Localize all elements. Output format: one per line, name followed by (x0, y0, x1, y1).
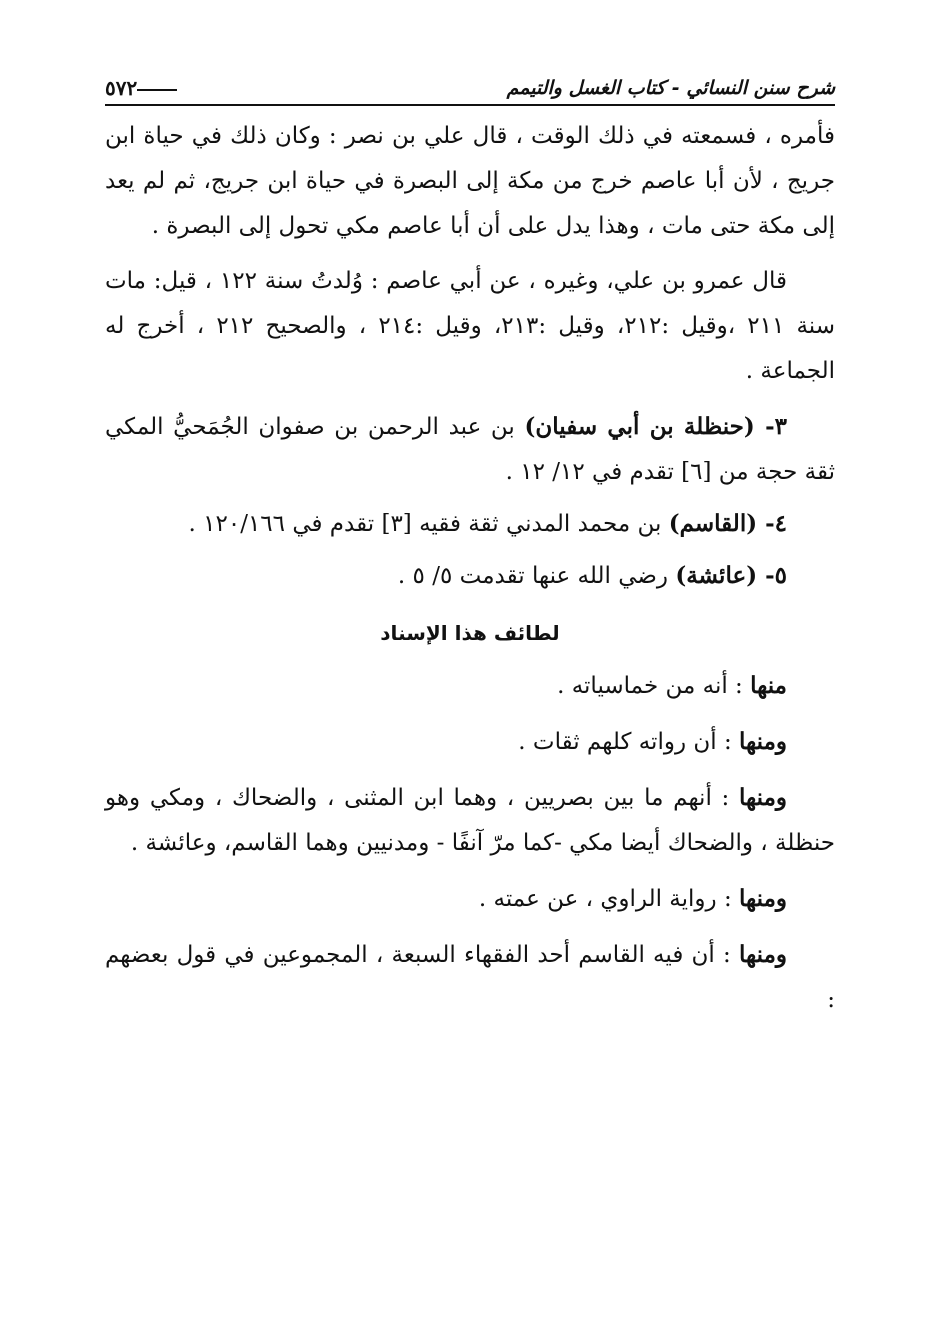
note-item (105, 719, 835, 765)
section-heading: لطائف هذا الإسناد (380, 621, 560, 645)
note-text: : أن رواته كلهم ثقات . (518, 729, 740, 755)
note-item (105, 775, 835, 866)
note-item (105, 663, 835, 709)
narrator-name: ٥- (عائشة) (675, 562, 787, 589)
narrator-item-5 (105, 553, 835, 599)
note-lead: ومنها (739, 885, 787, 912)
page-number-block (105, 76, 183, 100)
header-rule (137, 89, 177, 91)
narrator-details: بن محمد المدني ثقة فقيه [٣] تقدم في ١٢٠/١٦٦ . (188, 511, 669, 537)
note-text: : أنه من خماسياته . (557, 673, 751, 699)
note-lead: ومنها (739, 728, 787, 755)
note-lead: منها (750, 672, 787, 699)
running-title: شرح سنن النسائي - كتاب الغسل والتيمم (506, 77, 835, 99)
note-lead: ومنها (739, 784, 787, 811)
page-header (105, 60, 835, 106)
page (105, 60, 835, 1023)
narrator-name: ٤- (القاسم) (668, 510, 787, 537)
paragraph-continuation: فأمره ، فسمعته في ذلك الوقت ، قال علي بن نصر : وكان ذلك في حياة ابن جريج ، لأن أبا عاصم خرج من مكة إلى البصرة في حياة ابن جريج، ثم لم يعد إلى مكة حتى مات ، وهذا يدل على أن أبا عاصم مكي تحول إلى البصرة . (105, 123, 835, 239)
note-item (105, 932, 835, 1023)
note-item (105, 876, 835, 922)
page-number: ٥٧٢ (105, 76, 138, 100)
note-lead: ومنها (739, 941, 787, 968)
narrator-details: رضي الله عنها تقدمت ٥/ ٥ . (397, 563, 676, 589)
note-text: : أنهم ما بين بصريين ، وهما ابن المثنى ، والضحاك ، ومكي وهو حنظلة ، والضحاك أيضا مكي -كما مرّ آنفًا - ومدنيين وهما القاسم، وعائشة . (105, 785, 835, 856)
page-body (105, 114, 835, 1023)
narrator-item-3 (105, 404, 835, 495)
narrator-item-4 (105, 501, 835, 547)
note-text: : أن فيه القاسم أحد الفقهاء السبعة ، المجموعين في قول بعضهم : (105, 942, 835, 1013)
narrator-details: بن عبد الرحمن بن صفوان الجُمَحيُّ المكي ثقة حجة من [٦] تقدم في ١٢/ ١٢ . (105, 414, 835, 485)
narrator-name: ٣- (حنظلة بن أبي سفيان) (524, 413, 787, 440)
note-text: : رواية الراوي ، عن عمته . (478, 886, 740, 912)
paragraph-birth-death: قال عمرو بن علي، وغيره ، عن أبي عاصم : وُلدتُ سنة ١٢٢ ، قيل: مات سنة ٢١١ ،وقيل :٢١٢، وقيل :٢١٣، وقيل :٢١٤ ، والصحيح ٢١٢ ، أخرج له الجماعة . (105, 268, 836, 384)
